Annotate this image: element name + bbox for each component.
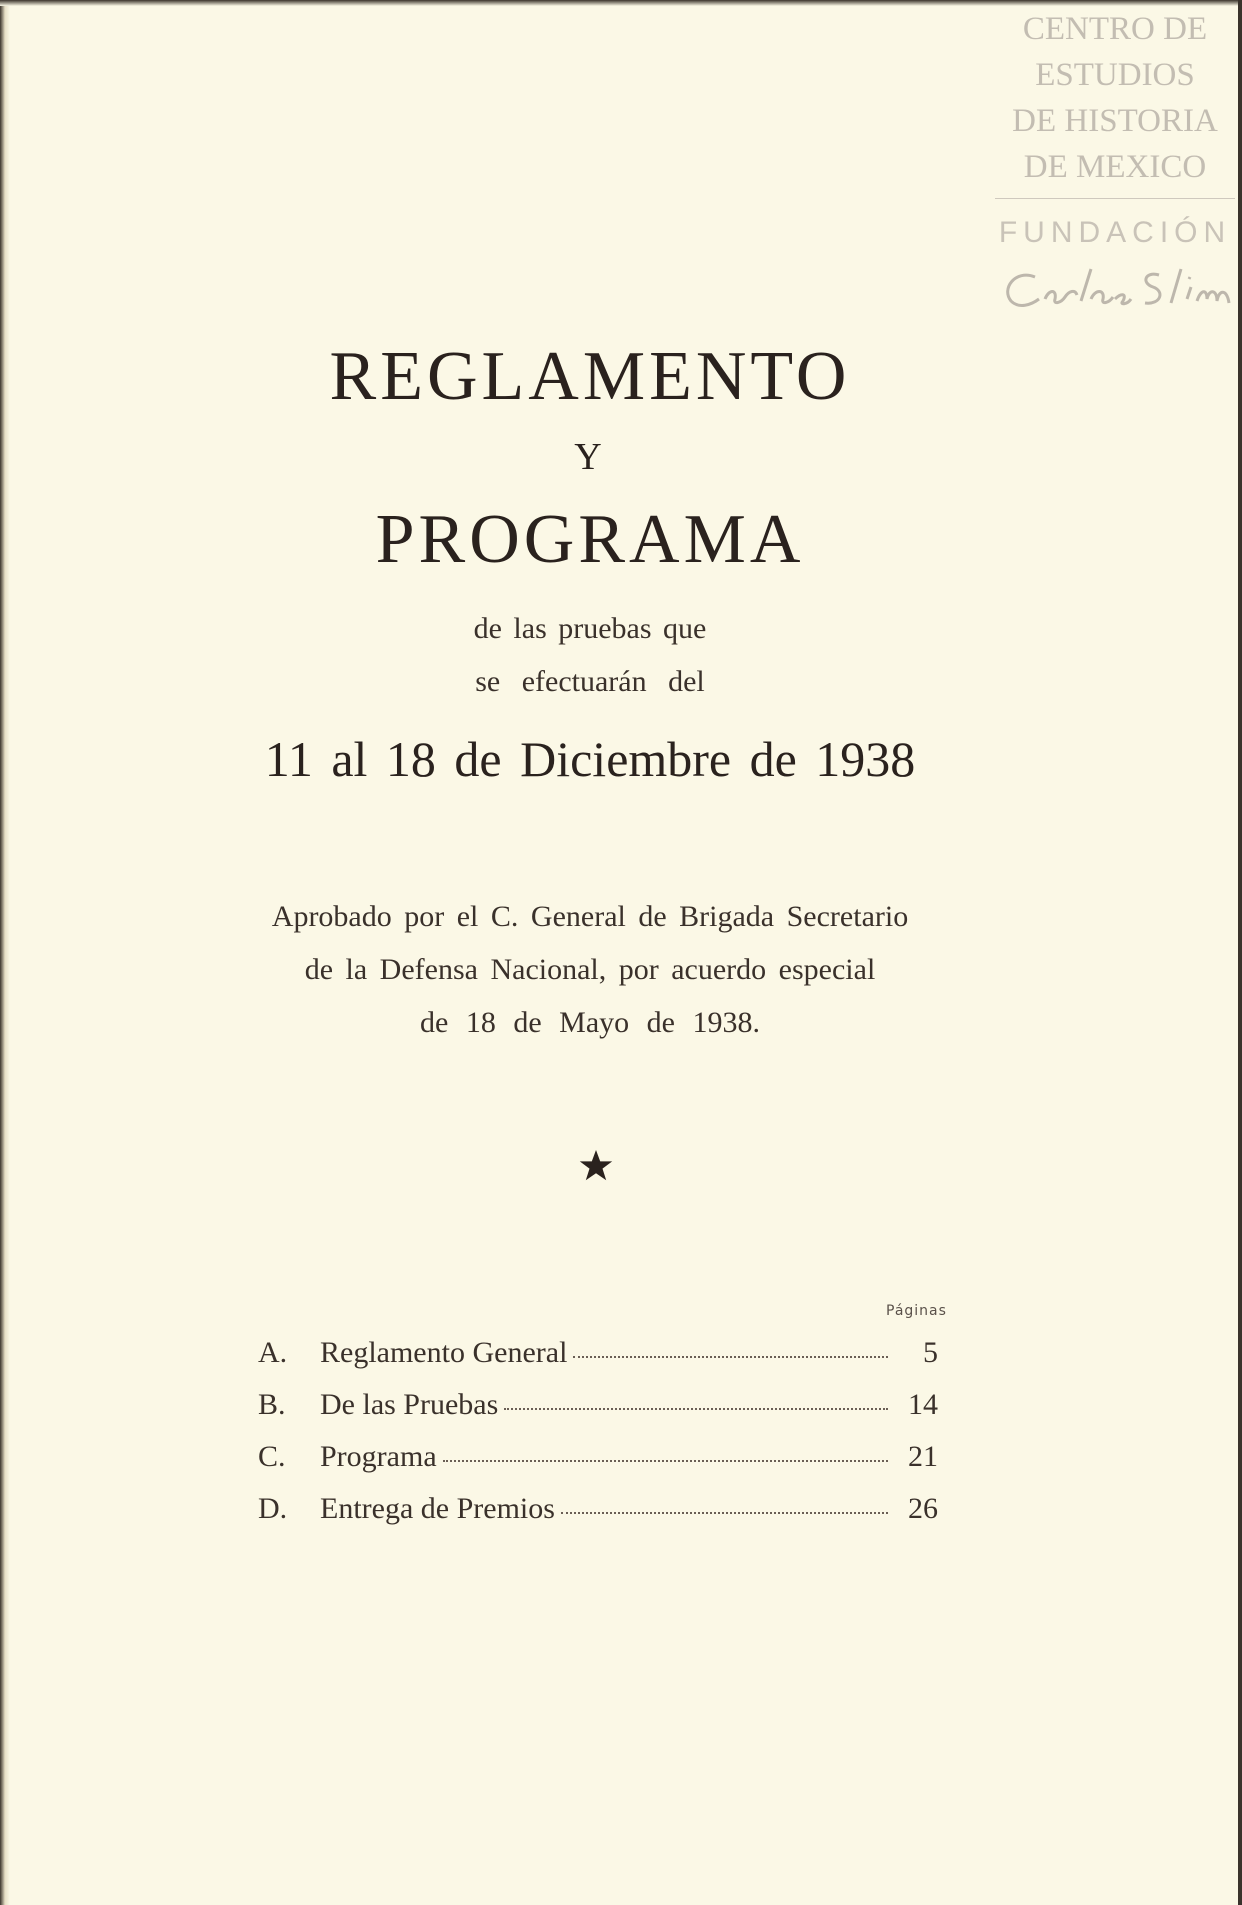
- watermark-line: DE MEXICO: [1023, 149, 1207, 185]
- toc-entry: [258, 1492, 938, 1544]
- toc-letter: B.: [258, 1388, 286, 1421]
- toc-leader-dots: [561, 1512, 888, 1514]
- toc-letter: D.: [258, 1492, 288, 1525]
- toc-pages-header: Páginas: [886, 1303, 947, 1319]
- watermark-line: CENTRO DE: [1022, 11, 1208, 47]
- title-reglamento: REGLAMENTO: [329, 338, 851, 415]
- toc-entry: [258, 1388, 938, 1440]
- toc-page-number: 14: [908, 1388, 938, 1421]
- watermark-divider: [995, 198, 1235, 199]
- toc-letter: A.: [258, 1336, 288, 1369]
- page-edge-right: [1238, 0, 1242, 1905]
- toc-leader-dots: [573, 1356, 888, 1358]
- toc-title: Entrega de Premios: [320, 1492, 555, 1525]
- approval-line: de la Defensa Nacional, por acuerdo especial: [304, 953, 876, 986]
- toc-page-number: 5: [923, 1336, 938, 1369]
- toc-page-number: 21: [908, 1440, 938, 1473]
- approval-line: de 18 de Mayo de 1938.: [420, 1006, 760, 1039]
- watermark-foundation: FUNDACIÓN: [998, 216, 1232, 249]
- toc-entry: [258, 1440, 938, 1492]
- subtitle-line: se efectuarán del: [475, 665, 705, 698]
- event-dates: 11 al 18 de Diciembre de 1938: [264, 731, 916, 787]
- archive-watermark: [995, 6, 1235, 319]
- watermark-line: DE HISTORIA: [1012, 103, 1218, 139]
- toc-letter: C.: [258, 1440, 286, 1473]
- title-programa: PROGRAMA: [375, 501, 805, 578]
- toc-title: Programa: [320, 1440, 437, 1473]
- toc-entry: [258, 1336, 938, 1388]
- star-icon: [578, 1148, 614, 1184]
- toc-leader-dots: [443, 1460, 888, 1462]
- watermark-line: ESTUDIOS: [1035, 57, 1195, 93]
- toc-title: De las Pruebas: [320, 1388, 499, 1421]
- toc-title: Reglamento General: [320, 1336, 568, 1369]
- title-conjunction: Y: [574, 436, 606, 478]
- table-of-contents: [258, 1336, 938, 1544]
- approval-line: Aprobado por el C. General de Brigada Secretario: [271, 900, 909, 933]
- toc-leader-dots: [504, 1408, 888, 1410]
- signature-logo: [995, 259, 1235, 319]
- subtitle-line: de las pruebas que: [473, 612, 707, 645]
- toc-page-number: 26: [908, 1492, 938, 1525]
